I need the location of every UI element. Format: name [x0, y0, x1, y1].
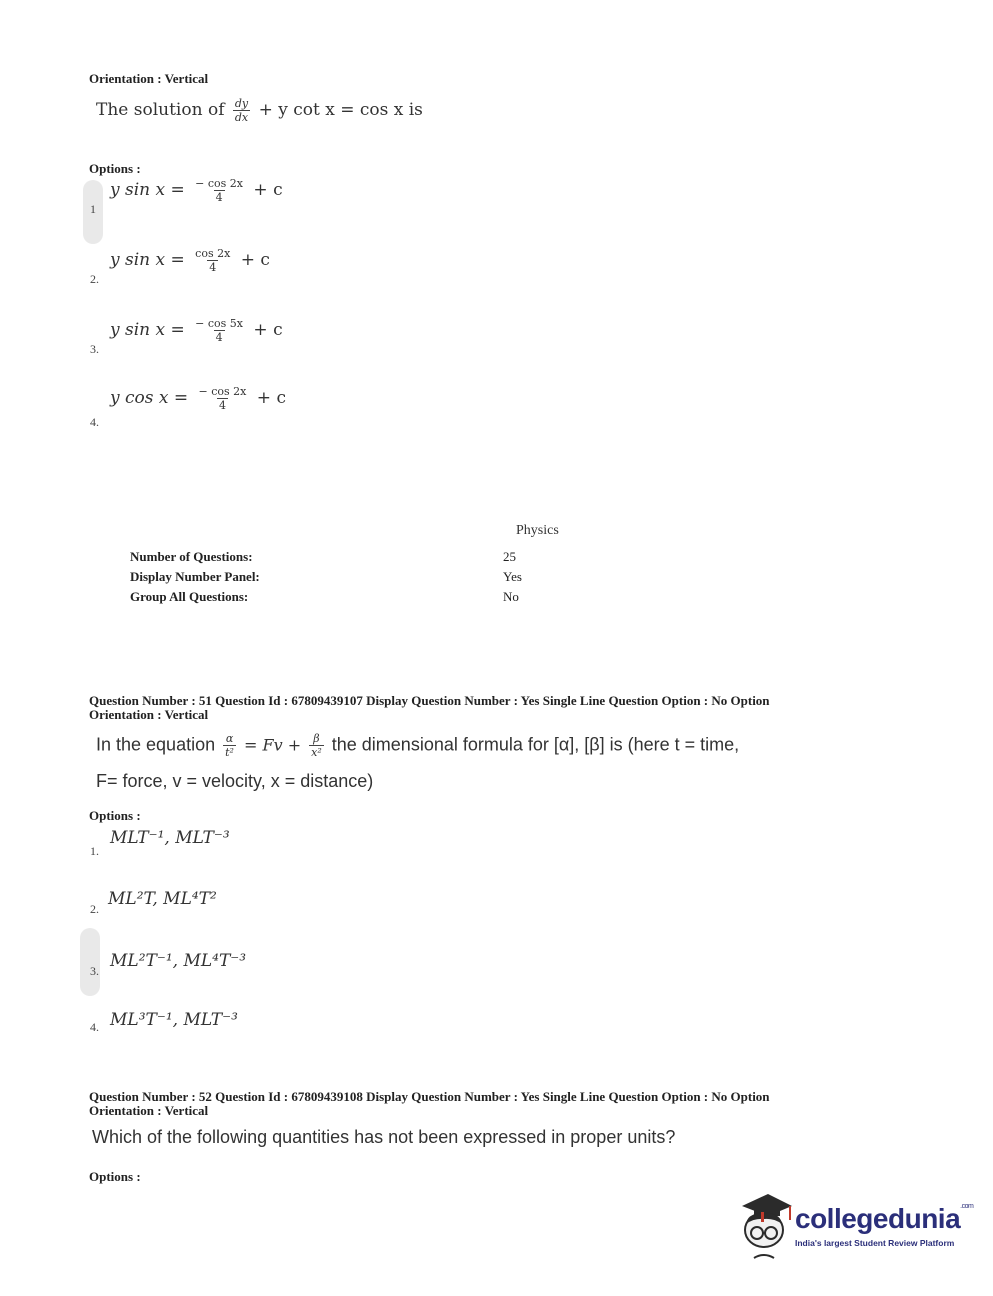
q50-stem-suffix: + y cot x = cos x is	[258, 100, 423, 120]
q50-option-3-number: 3.	[90, 342, 99, 356]
q51-option-3-number: 3.	[90, 964, 99, 978]
q50-option-4-rhs: + c	[256, 388, 286, 408]
section-row-1-label: Number of Questions:	[130, 549, 253, 564]
q50-option-2[interactable]	[110, 247, 270, 274]
q50-option-4[interactable]	[110, 385, 286, 412]
q50-stem-prefix: The solution of	[96, 100, 225, 120]
q50-frac-den: dx	[234, 111, 249, 124]
q51-t2: t²	[225, 746, 234, 759]
q50-option-4-fraction	[197, 385, 249, 412]
q51-stem-b: the dimensional formula for [α], [β] is (here t = time,	[331, 734, 740, 755]
q50-option-4-number: 4.	[90, 415, 99, 429]
q50-frac-num: dy	[234, 97, 249, 110]
logo-name[interactable]	[795, 1203, 973, 1235]
q50-stem	[96, 97, 423, 124]
q50-option-2-number: 2.	[90, 272, 99, 286]
q50-option-1[interactable]	[110, 177, 283, 204]
q51-option-2[interactable]: ML²T, ML⁴T²	[108, 889, 217, 909]
q51-beta: β	[313, 732, 320, 745]
graduate-mascot-icon	[734, 1188, 794, 1260]
section-row-3-value: No	[503, 589, 519, 604]
q50-option-1-num: − cos 2x	[195, 177, 244, 190]
section-title: Physics	[516, 523, 559, 538]
q50-option-3-rhs: + c	[253, 320, 283, 340]
q51-stem-line2: F= force, v = velocity, x = distance)	[96, 771, 374, 791]
section-row-3-label: Group All Questions:	[130, 589, 249, 604]
section-row-1-value: 25	[503, 549, 516, 564]
q50-option-2-num: cos 2x	[195, 247, 231, 260]
q51-option-1[interactable]: MLT⁻¹, MLT⁻³	[110, 828, 230, 848]
q51-mid: = Fv +	[243, 735, 302, 755]
logo-name-text: collegedunia	[795, 1203, 961, 1234]
q50-options-label: Options :	[89, 161, 141, 176]
q50-option-3-lhs: y sin x =	[110, 320, 185, 340]
q50-option-1-lhs: y sin x =	[110, 180, 185, 200]
q51-options-label: Options :	[89, 808, 141, 823]
q51-beta-fraction	[309, 732, 324, 759]
q50-option-1-rhs: + c	[253, 180, 283, 200]
q50-option-3-num: − cos 5x	[195, 317, 244, 330]
q50-option-1-fraction	[193, 177, 245, 204]
logo-tagline: India's largest Student Review Platform	[795, 1238, 955, 1248]
q51-alpha: α	[225, 732, 234, 745]
logo-suffix: .com	[960, 1203, 974, 1210]
section-row-2-label: Display Number Panel:	[130, 569, 260, 584]
q50-option-2-den: 4	[209, 261, 217, 274]
q51-stem-a: In the equation	[96, 734, 216, 755]
q51-meta: Question Number : 51 Question Id : 67809439107 Display Question Number : Yes Single Line Question Option : No Option	[89, 693, 770, 708]
q50-option-3-fraction	[193, 317, 245, 344]
q51-option-3-highlight	[80, 928, 100, 996]
q50-option-3[interactable]	[110, 317, 283, 344]
q50-option-3-den: 4	[215, 331, 223, 344]
q51-x2: x²	[311, 746, 322, 759]
q51-orientation: Orientation : Vertical	[89, 707, 209, 722]
q50-option-4-lhs: y cos x =	[110, 388, 189, 408]
q50-option-4-num: − cos 2x	[198, 385, 247, 398]
section-row-2-value: Yes	[503, 569, 522, 584]
q50-option-4-den: 4	[218, 399, 226, 412]
q51-option-1-number: 1.	[90, 844, 99, 858]
q52-orientation: Orientation : Vertical	[89, 1103, 209, 1118]
q51-option-4-number: 4.	[90, 1020, 99, 1034]
q51-alpha-fraction	[223, 732, 236, 759]
q50-orientation: Orientation : Vertical	[89, 71, 209, 86]
q51-stem-line1	[96, 732, 739, 759]
q50-option-2-lhs: y sin x =	[110, 250, 185, 270]
q51-option-3[interactable]: ML²T⁻¹, ML⁴T⁻³	[110, 951, 247, 971]
q52-meta: Question Number : 52 Question Id : 67809439108 Display Question Number : Yes Single Line Question Option : No Option	[89, 1089, 770, 1104]
q51-option-4[interactable]: ML³T⁻¹, MLT⁻³	[110, 1010, 238, 1030]
q50-derivative	[233, 97, 250, 124]
q50-option-2-fraction	[193, 247, 232, 274]
q50-option-2-rhs: + c	[240, 250, 270, 270]
q51-option-2-number: 2.	[90, 902, 99, 916]
q52-stem: Which of the following quantities has not been expressed in proper units?	[92, 1127, 676, 1147]
q50-option-1-den: 4	[215, 191, 223, 204]
q50-option-1-number: 1	[90, 202, 96, 216]
q52-options-label: Options :	[89, 1169, 141, 1184]
